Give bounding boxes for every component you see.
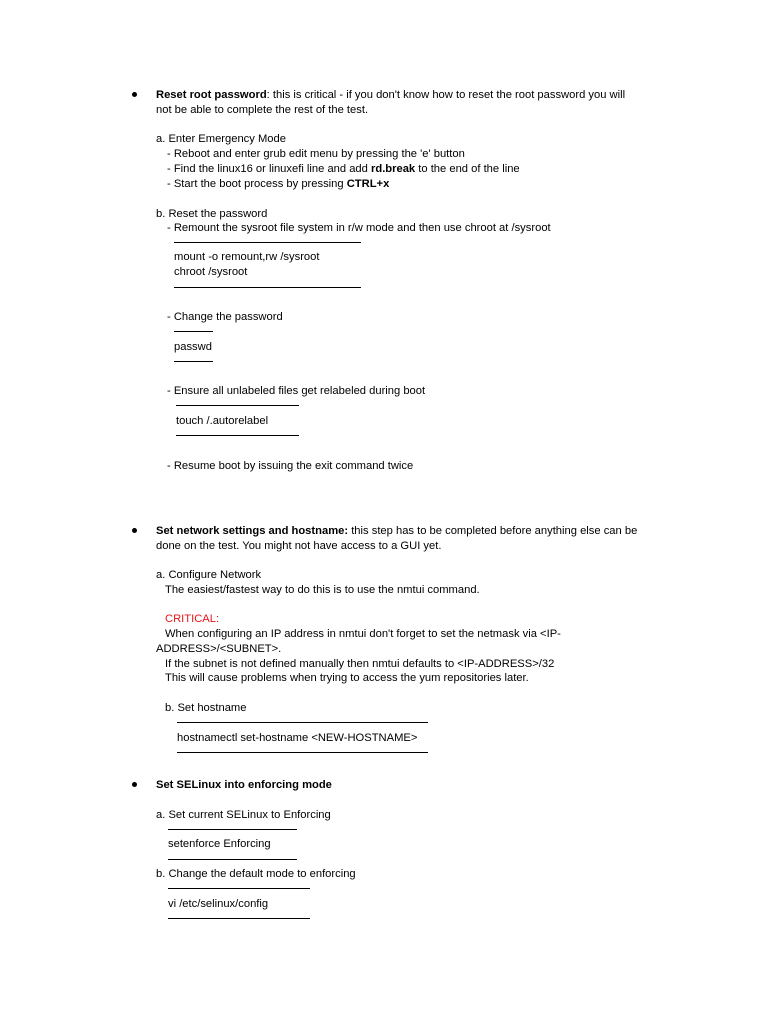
step-item [167,162,520,176]
command: mount -o remount,rw /sysroot [174,251,320,263]
intro-text-cont: done on the test. You might not have access to a GUI yet. [156,540,442,552]
critical-text: This will cause problems when trying to access the yum repositories later. [165,672,529,684]
step-item: - Reboot and enter grub edit menu by pressing the 'e' button [167,148,465,160]
step-keyword: CTRL+x [346,178,390,190]
step-item [167,177,389,191]
step-heading: b. Change the default mode to enforcing [156,868,356,880]
step-item: - Remount the sysroot file system in r/w mode and then use chroot at /sysroot [167,222,551,234]
bullet [132,92,137,97]
command: vi /etc/selinux/config [168,898,269,910]
command-rule [174,331,213,332]
section-title: Set network settings and hostname: [156,525,349,537]
command-rule [168,859,297,860]
command-rule [174,361,213,362]
critical-text: If the subnet is not defined manually then nmtui defaults to <IP-ADDRESS>/32 [165,658,555,670]
command-rule [176,405,299,406]
step-text: - Start the boot process by pressing [167,178,347,190]
command: hostnamectl set-hostname <NEW-HOSTNAME> [177,732,418,744]
step-heading: a. Set current SELinux to Enforcing [156,809,331,821]
step-keyword: rd.break [371,163,416,175]
command: chroot /sysroot [174,266,248,278]
critical-text: When configuring an IP address in nmtui don't forget to set the netmask via <IP- [165,628,561,640]
section-title: Reset root password [156,89,267,101]
bullet [132,528,137,533]
step-heading: a. Configure Network [156,569,262,581]
step-item: - Change the password [167,311,283,323]
command: touch /.autorelabel [176,415,269,427]
intro-text: this step has to be completed before anything else can be [348,525,638,537]
step-text: - Find the linux16 or linuxefi line and add [167,163,371,175]
step-item: - Ensure all unlabeled files get relabeled during boot [167,385,426,397]
section-title: Set SELinux into enforcing mode [156,779,332,791]
section-selinux-title [156,778,332,792]
command: setenforce Enforcing [168,838,271,850]
bullet [132,782,137,787]
command-rule [177,752,428,753]
command-rule [168,829,297,830]
critical-label: CRITICAL: [165,613,220,625]
step-heading: a. Enter Emergency Mode [156,133,286,145]
step-item: - Resume boot by issuing the exit command twice [167,460,414,472]
section-network-intro [156,524,637,538]
intro-text-cont: not be able to complete the rest of the test. [156,104,369,116]
command-rule [168,888,310,889]
command: passwd [174,341,212,353]
command-rule [174,242,361,243]
intro-text: : this is critical - if you don't know how to reset the root password you will [266,89,626,101]
command-rule [177,722,428,723]
command-rule [168,918,310,919]
step-item: The easiest/fastest way to do this is to use the nmtui command. [165,584,480,596]
step-heading: b. Set hostname [165,702,247,714]
critical-text: ADDRESS>/<SUBNET>. [156,643,282,655]
section-reset-root-intro [156,88,625,102]
command-rule [176,435,299,436]
step-heading: b. Reset the password [156,208,268,220]
command-rule [174,287,361,288]
step-text: to the end of the line [415,163,520,175]
